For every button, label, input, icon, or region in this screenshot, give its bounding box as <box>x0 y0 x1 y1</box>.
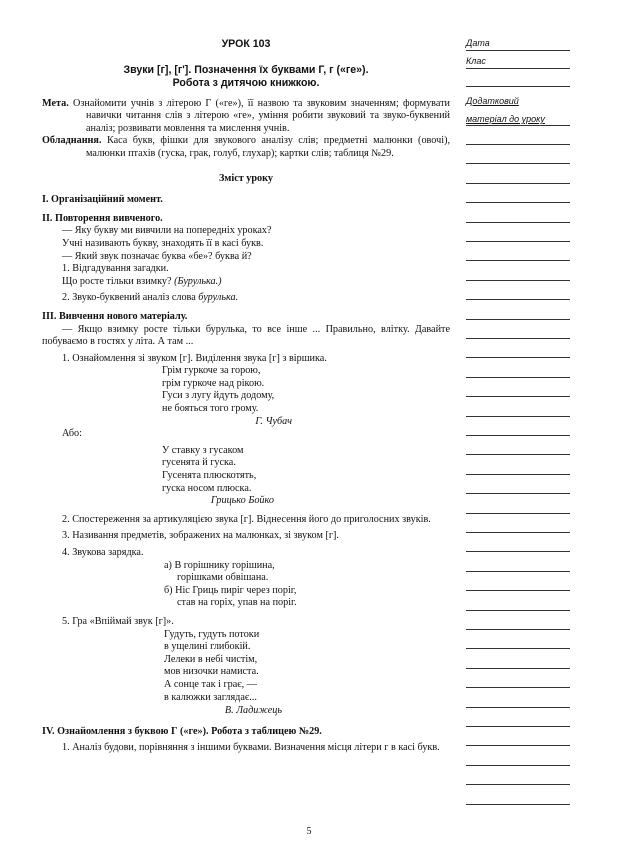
note-line[interactable] <box>466 493 570 494</box>
poem-line: мов низочки намиста. <box>164 666 259 678</box>
s2-question-2: — Який звук позначає буква «бе»? буква й? <box>62 250 252 262</box>
lesson-subtitle-2: Робота з дитячою книжкою. <box>172 76 320 89</box>
date-label: Дата <box>466 38 490 48</box>
s3-item-3: 3. Називання предметів, зображених на малюнках, зі звуком [г]. <box>62 530 339 542</box>
note-line[interactable] <box>466 183 570 184</box>
note-line[interactable] <box>466 687 570 688</box>
note-line[interactable] <box>466 571 570 572</box>
s3-item-1: 1. Ознайомлення зі звуком [г]. Виділення звука [г] з віршика. <box>62 352 327 364</box>
poem-line: У ставку з гусаком <box>162 444 244 456</box>
note-line[interactable] <box>466 435 570 436</box>
s3-intro: — Якщо взимку росте тільки бурулька, то все інше ... Правильно, влітку. Давайте побуваємо в гостях у літа. А там ... <box>42 323 450 348</box>
note-line[interactable] <box>466 222 570 223</box>
poem-line: в калюжки заглядає... <box>164 691 257 703</box>
note-line[interactable] <box>466 377 570 378</box>
poem-line: Грім гуркоче за горою, <box>162 365 261 377</box>
s2-riddle <box>42 276 450 289</box>
note-line[interactable] <box>466 610 570 611</box>
poem-line: Гудуть, гудуть потоки <box>164 628 260 640</box>
riddle-answer: (Бурулька.) <box>174 275 222 287</box>
poem-3 <box>164 629 282 718</box>
goal-label: Мета. <box>42 97 69 109</box>
s3-item-4: 4. Звукова зарядка. <box>62 547 144 558</box>
contents-heading: Зміст уроку <box>219 172 273 184</box>
tongue-twister-b <box>164 585 450 610</box>
note-line[interactable] <box>466 765 570 766</box>
equipment-text: Каса букв, фішки для звукового аналізу слів; предметні малюнки (овочі), малюнки птахів (гуска, грак, голуб, глухар); картки слів; таблиця №29. <box>86 135 451 159</box>
s2-answer-1: Учні називають букву, знаходять її в касі букв. <box>62 237 264 249</box>
note-line[interactable] <box>466 299 570 300</box>
riddle-text: Що росте тільки взимку? <box>62 275 175 287</box>
poem-author: В. Ладижець <box>224 705 282 717</box>
poem-line: не бояться того грому. <box>162 403 259 415</box>
note-line[interactable] <box>466 125 570 126</box>
s3-item-2: 2. Спостереження за артикуляцією звука [г]. Віднесення його до приголосних звуків. <box>62 513 431 525</box>
note-line[interactable] <box>466 513 570 514</box>
page-number: 5 <box>306 826 312 837</box>
section-4-title: IV. Ознайомлення з буквою Г («ге»). Робота з таблицею №29. <box>42 725 322 737</box>
note-line[interactable] <box>466 144 570 145</box>
twister-line: став на горіх, упав на поріг. <box>177 597 297 609</box>
note-line[interactable] <box>466 590 570 591</box>
poem-2 <box>162 445 274 508</box>
note-line[interactable] <box>466 338 570 339</box>
note-line[interactable] <box>466 474 570 475</box>
equipment-label: Обладнання. <box>42 135 102 147</box>
s2-item-2-word: бурулька. <box>198 292 239 304</box>
s4-item-1: 1. Аналіз будови, порівняння з іншими буквами. Визначення місця літери г в касі букв. <box>62 742 440 754</box>
s3-item-5: 5. Гра «Впіймай звук [г]». <box>62 615 174 627</box>
s2-item-1: 1. Відгадування загадки. <box>62 263 169 275</box>
note-line[interactable] <box>466 86 570 87</box>
s2-item-2-text: 2. Звуко-буквений аналіз слова <box>62 292 199 304</box>
note-line[interactable] <box>466 629 570 630</box>
twister-line: б) Ніс Гриць пиріг через поріг, <box>164 584 297 596</box>
class-line[interactable] <box>466 68 570 69</box>
equipment-paragraph <box>42 135 450 160</box>
note-line[interactable] <box>466 163 570 164</box>
note-line[interactable] <box>466 804 570 805</box>
goal-paragraph <box>42 98 450 136</box>
note-line[interactable] <box>466 707 570 708</box>
date-line[interactable] <box>466 50 570 51</box>
poem-1 <box>162 365 292 428</box>
poem-line: гуска носом плюска. <box>162 482 252 494</box>
note-line[interactable] <box>466 532 570 533</box>
s2-item-2 <box>42 292 450 305</box>
note-line[interactable] <box>466 745 570 746</box>
goal-text: Ознайомити учнів з літерою Г («ге»), її назвою та звуковим значенням; формувати навички читання слів з літерою «ге», уміння робити звуковий та звуко-буквений аналіз; розвивати мовлення та мислення учнів. <box>73 97 450 134</box>
poem-line: в ущелині глибокій. <box>164 641 251 653</box>
poem-line: Гусенята плюскотять, <box>162 470 257 482</box>
poem-author: Грицько Бойко <box>210 495 274 507</box>
section-3-title: III. Вивчення нового матеріалу. <box>42 310 188 322</box>
note-line[interactable] <box>466 551 570 552</box>
s2-question-1: — Яку букву ми вивчили на попередніх уроках? <box>62 225 272 237</box>
poem-line: Гуси з лугу йдуть додому, <box>162 390 275 402</box>
lesson-subtitle-1: Звуки [г], [г']. Позначення їх буквами Г, г («ге»). <box>123 63 369 76</box>
twister-line: а) В горішнику горішина, <box>164 559 275 571</box>
note-line[interactable] <box>466 319 570 320</box>
note-line[interactable] <box>466 260 570 261</box>
section-2-title: II. Повторення вивченого. <box>42 212 163 224</box>
note-line[interactable] <box>466 241 570 242</box>
poem-line: А сонце так і грає, — <box>164 678 257 690</box>
note-line[interactable] <box>466 648 570 649</box>
note-line[interactable] <box>466 784 570 785</box>
note-line[interactable] <box>466 280 570 281</box>
note-line[interactable] <box>466 726 570 727</box>
or-label: Або: <box>62 428 82 440</box>
note-line[interactable] <box>466 396 570 397</box>
lesson-plan <box>42 38 450 755</box>
note-line[interactable] <box>466 202 570 203</box>
note-line[interactable] <box>466 454 570 455</box>
section-1-title: I. Організаційний момент. <box>42 194 163 206</box>
extra-material-label-1: Додатковий <box>466 96 519 106</box>
poem-author: Г. Чубач <box>255 415 292 427</box>
note-line[interactable] <box>466 416 570 417</box>
extra-material-label-2: матеріал до уроку <box>466 114 545 124</box>
poem-line: Лелеки в небі чистім, <box>164 653 258 665</box>
note-line[interactable] <box>466 668 570 669</box>
poem-line: грім гуркоче над рікою. <box>162 377 265 389</box>
note-line[interactable] <box>466 357 570 358</box>
class-label: Клас <box>466 56 486 66</box>
lesson-title: УРОК 103 <box>221 38 271 50</box>
poem-line: гусенята й гуска. <box>162 457 236 469</box>
tongue-twister-a <box>164 560 450 585</box>
twister-line: горішками обвішана. <box>177 572 269 584</box>
